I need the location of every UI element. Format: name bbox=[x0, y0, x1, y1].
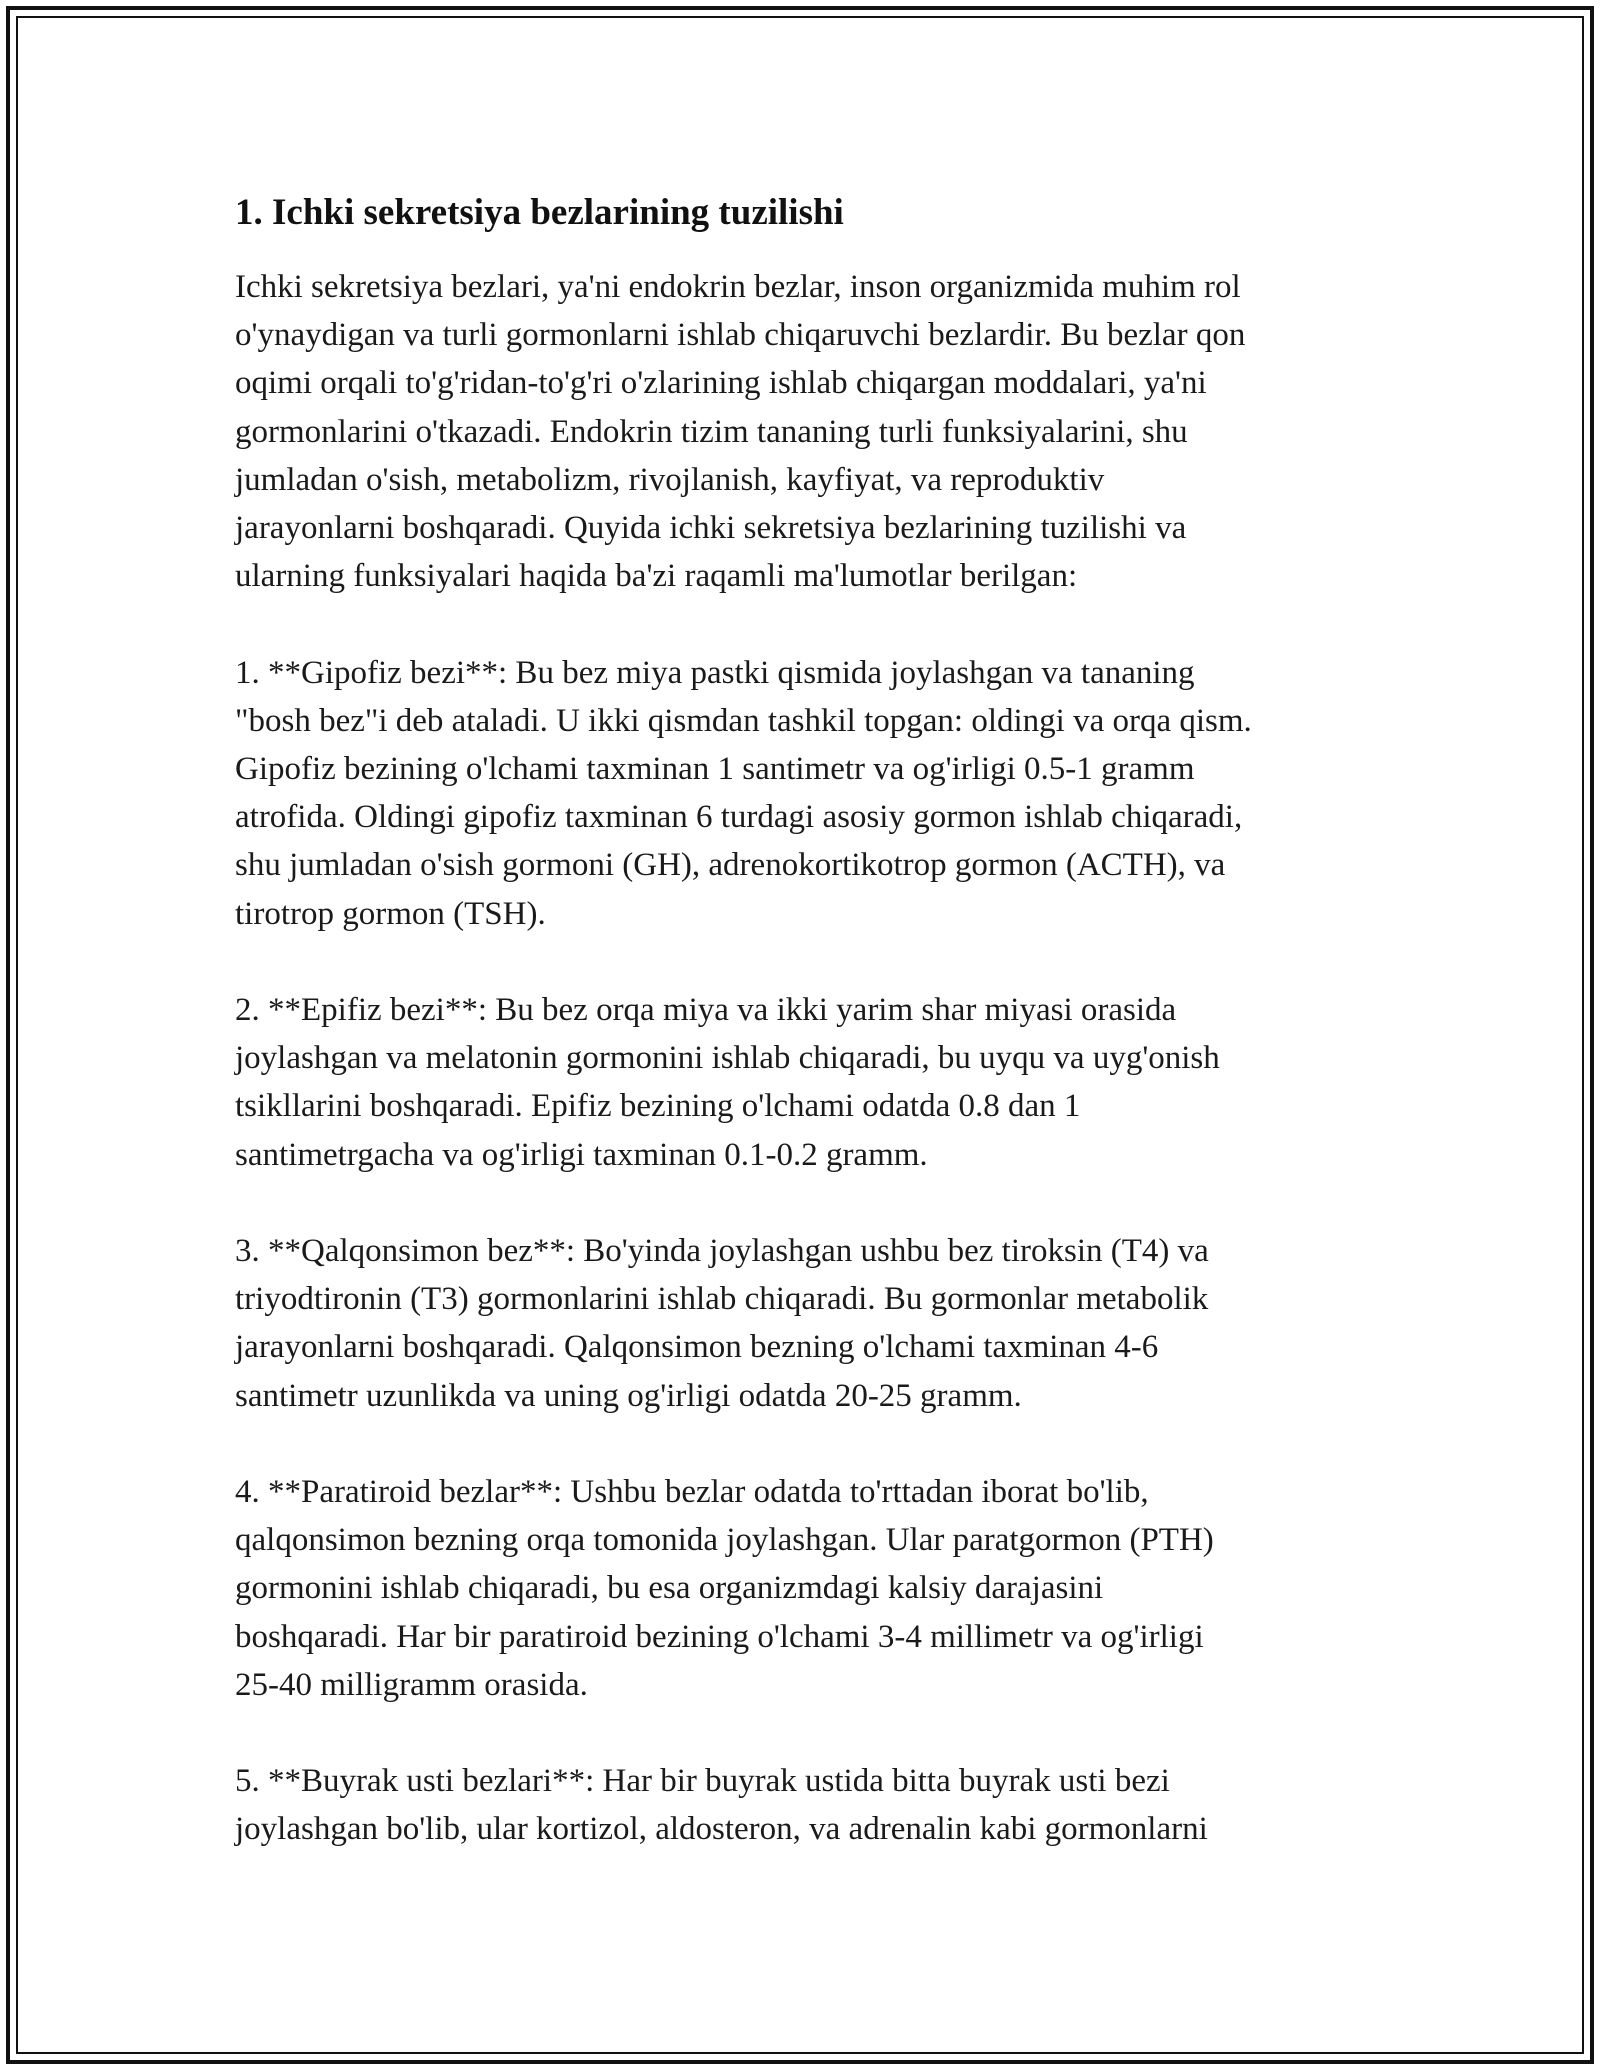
paragraph-spacer bbox=[235, 1420, 1375, 1468]
document-body bbox=[235, 185, 1375, 1854]
list-item-gipofiz: 1. **Gipofiz bezi**: Bu bez miya pastki qismida joylashgan va tananing "bosh bez"i deb ataladi. U ikki qismdan tashkil topgan: oldingi va orqa qism. Gipofiz bezining o'lchami taxminan 1 santimetr va og'irligi 0.5-1 gramm atrofida. Oldingi gipofiz taxminan 6 turdagi asosiy gormon ishlab chiqaradi, shu jumladan o'sish gormoni (GH), adrenokortikotrop gormon (ACTH), va tirotrop gormon (TSH). bbox=[235, 654, 1252, 932]
paragraph-spacer bbox=[235, 600, 1375, 648]
section-title: 1. Ichki sekretsiya bezlarining tuzilishi bbox=[235, 192, 844, 233]
list-item-paratiroid: 4. **Paratiroid bezlar**: Ushbu bezlar odatda to'rttadan iborat bo'lib, qalqonsimon bezning orqa tomonida joylashgan. Ular paratgormon (PTH) gormonini ishlab chiqaradi, bu esa organizmdagi kalsiy darajasini boshqaradi. Har bir paratiroid bezining o'lchami 3-4 millimetr va og'irligi 25-40 milligramm orasida. bbox=[235, 1474, 1214, 1703]
paragraph-spacer bbox=[235, 1179, 1375, 1227]
list-item-qalqonsimon: 3. **Qalqonsimon bez**: Bo'yinda joylashgan ushbu bez tiroksin (T4) va triyodtironin (T3) gormonlarini ishlab chiqaradi. Bu gormonlar metabolik jarayonlarni boshqaradi. Qalqonsimon bezning o'lchami taxminan 4-6 santimetr uzunlikda va uning og'irligi odatda 20-25 gramm. bbox=[235, 1233, 1209, 1414]
intro-paragraph: Ichki sekretsiya bezlari, ya'ni endokrin bezlar, inson organizmida muhim rol o'ynaydigan va turli gormonlarni ishlab chiqaruvchi bezlardir. Bu bezlar qon oqimi orqali to'g'ridan-to'g'ri o'zlarining ishlab chiqargan moddalari, ya'ni gormonlarini o'tkazadi. Endokrin tizim tananing turli funksiyalarini, shu jumladan o'sish, metabolizm, rivojlanish, kayfiyat, va reproduktiv jarayonlarni boshqaradi. Quyida ichki sekretsiya bezlarining tuzilishi va ularning funksiyalari haqida ba'zi raqamli ma'lumotlar berilgan: bbox=[235, 269, 1246, 595]
paragraph-spacer bbox=[235, 1709, 1375, 1757]
list-item-buyrak-usti: 5. **Buyrak usti bezlari**: Har bir buyrak ustida bitta buyrak usti bezi joylashgan bo'lib, ular kortizol, aldosteron, va adrenalin kabi gormonlarni bbox=[235, 1763, 1208, 1848]
paragraph-spacer bbox=[235, 938, 1375, 986]
list-item-epifiz: 2. **Epifiz bezi**: Bu bez orqa miya va ikki yarim shar miyasi orasida joylashgan va melatonin gormonini ishlab chiqaradi, bu uyqu va uyg'onish tsikllarini boshqaradi. Epifiz bezining o'lchami odatda 0.8 dan 1 santimetrgacha va og'irligi taxminan 0.1-0.2 gramm. bbox=[235, 992, 1220, 1173]
